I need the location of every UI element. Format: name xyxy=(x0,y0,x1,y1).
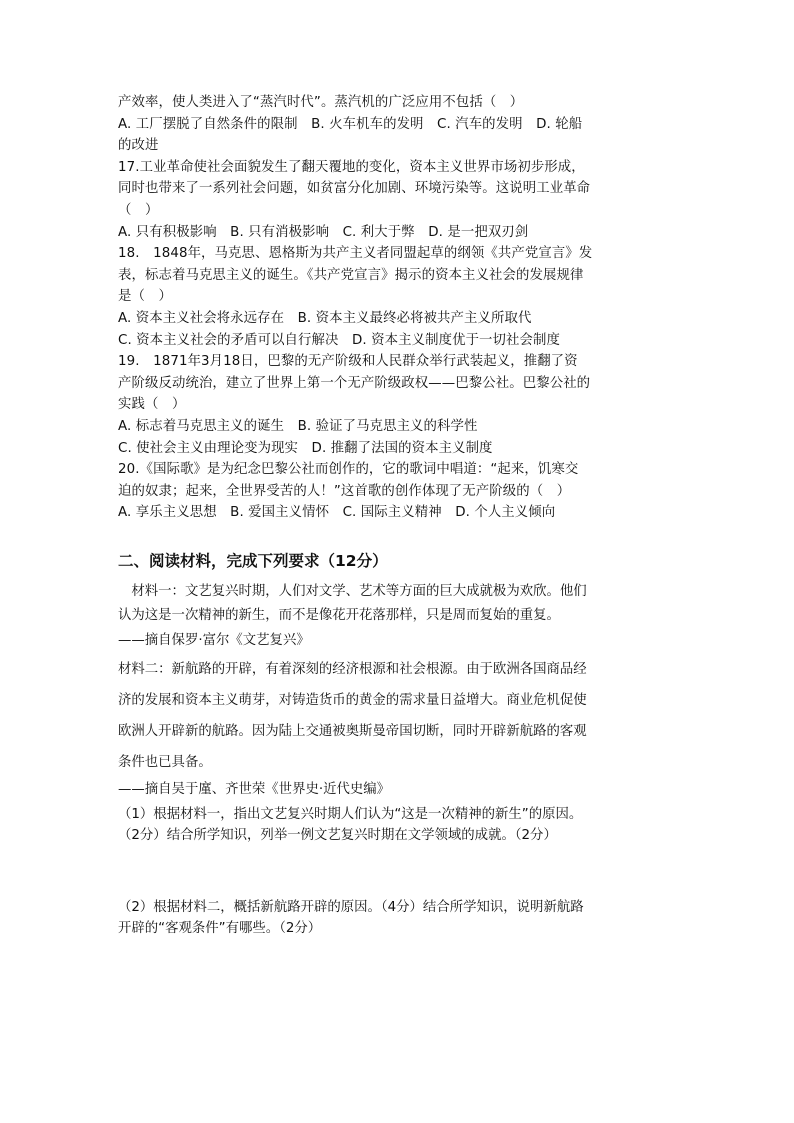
text-line: 的改进 xyxy=(118,138,159,154)
material-source: ——摘自吴于廑、齐世荣《世界史·近代史编》 xyxy=(118,781,391,797)
text-line: （ ） xyxy=(118,202,159,218)
section-title: 二、阅读材料，完成下列要求（12分） xyxy=(118,551,388,570)
text-line: 是（ ） xyxy=(118,289,172,305)
text-line: A. 享乐主义思想 B. 爱国主义情怀 C. 国际主义精神 D. 个人主义倾向 xyxy=(118,505,556,521)
text-line: A. 只有积极影响 B. 只有消极影响 C. 利大于弊 D. 是一把双刃剑 xyxy=(118,224,529,240)
text-line: 实践（ ） xyxy=(118,397,186,413)
text-line: C. 使社会主义由理论变为现实 D. 推翻了法国的资本主义制度 xyxy=(118,440,493,456)
materials-block xyxy=(118,580,678,802)
question-line: 开辟的“客观条件”有哪些。（2分） xyxy=(118,920,322,936)
question-line: （2分）结合所学知识，列举一例文艺复兴时期在文学领域的成就。（2分） xyxy=(118,827,557,843)
text-line: A. 标志着马克思主义的诞生 B. 验证了马克思主义的科学性 xyxy=(118,418,478,434)
text-line: 18. 1848年，马克思、恩格斯为共产主义者同盟起草的纲领《共产党宣言》发 xyxy=(118,246,593,262)
question-1 xyxy=(118,805,678,846)
material-line: 材料二：新航路的开辟，有着深刻的经济根源和社会根源。由于欧洲各国商品经 xyxy=(118,661,587,677)
multiple-choice-block xyxy=(118,92,678,524)
answer-space xyxy=(118,846,678,898)
material-line: 材料一：文艺复兴时期，人们对文学、艺术等方面的巨大成就极为欢欣。他们 xyxy=(118,583,587,599)
material-line: 条件也已具备。 xyxy=(118,754,212,770)
text-line: 同时也带来了一系列社会问题，如贫富分化加剧、环境污染等。这说明工业革命 xyxy=(118,181,591,197)
text-line: 产效率，使人类进入了“蒸汽时代”。蒸汽机的广泛应用不包括（ ） xyxy=(118,95,524,110)
question-line: （2）根据材料二，概括新航路开辟的原因。（4分）结合所学知识，说明新航路 xyxy=(118,900,584,916)
text-line: A. 工厂摆脱了自然条件的限制 B. 火车机车的发明 C. 汽车的发明 D. 轮船 xyxy=(118,116,583,132)
text-line: 产阶级反动统治，建立了世界上第一个无产阶级政权——巴黎公社。巴黎公社的 xyxy=(118,375,591,391)
text-line: 迫的奴隶；起来，全世界受苦的人！”这首歌的创作体现了无产阶级的（ ） xyxy=(118,483,571,499)
text-line: C. 资本主义社会的矛盾可以自行解决 D. 资本主义制度优于一切社会制度 xyxy=(118,332,561,348)
material-line: 认为这是一次精神的新生，而不是像花开花落那样，只是周而复始的重复。 xyxy=(118,608,560,624)
document-page xyxy=(118,92,678,939)
material-line: 欧洲人开辟新的航路。因为陆上交通被奥斯曼帝国切断，同时开辟新航路的客观 xyxy=(118,723,587,739)
text-line: 17.工业革命使社会面貌发生了翻天覆地的变化，资本主义世界市场初步形成， xyxy=(118,159,585,175)
question-line: （1）根据材料一，指出文艺复兴时期人们认为“这是一次精神的新生”的原因。 xyxy=(118,807,583,823)
text-line: A. 资本主义社会将永远存在 B. 资本主义最终必将被共产主义所取代 xyxy=(118,310,532,326)
text-line: 表，标志着马克思主义的诞生。《共产党宣言》揭示的资本主义社会的发展规律 xyxy=(118,267,584,283)
material-line: 济的发展和资本主义萌芽，对铸造货币的黄金的需求量日益增大。商业危机促使 xyxy=(118,692,587,708)
material-source: ——摘自保罗·富尔《文艺复兴》 xyxy=(118,633,310,649)
text-line: 20.《国际歌》是为纪念巴黎公社而创作的，它的歌词中唱道：“起来，饥寒交 xyxy=(118,462,579,478)
question-2 xyxy=(118,898,678,939)
text-line: 19. 1871年3月18日，巴黎的无产阶级和人民群众举行武装起义，推翻了资 xyxy=(118,354,578,370)
